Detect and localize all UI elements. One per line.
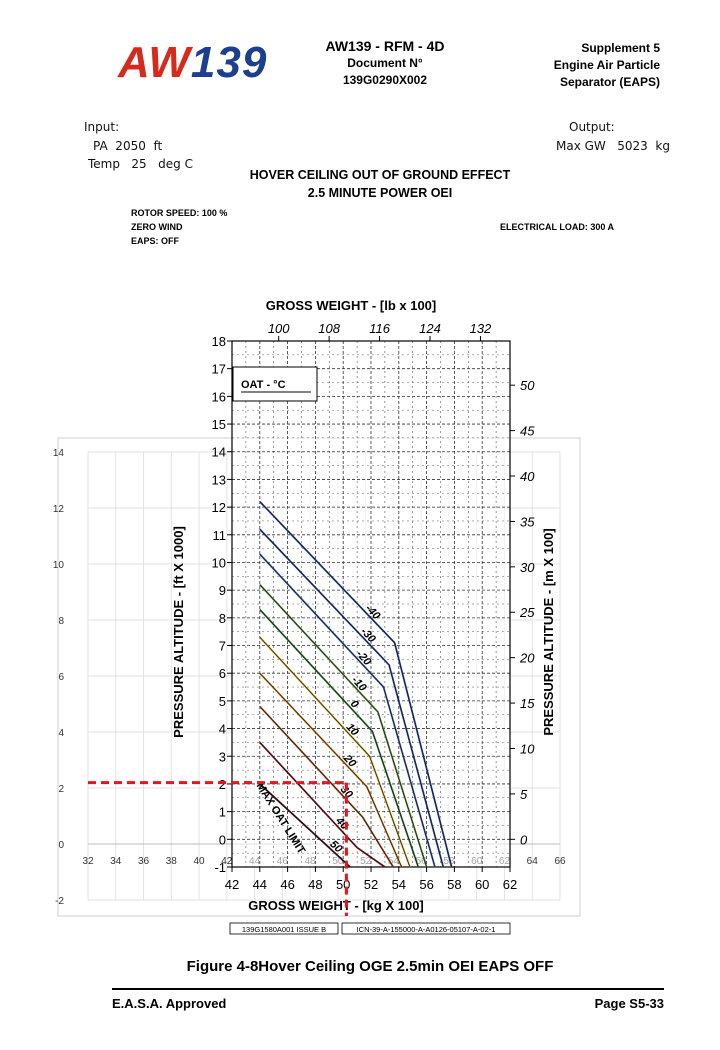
doc-label: Document N° — [347, 56, 423, 70]
overlay-x-tick-label: 34 — [110, 856, 122, 867]
overlay-y-tick-label: 4 — [58, 728, 64, 739]
y-tick-label-right: 40 — [520, 469, 535, 485]
y-tick-label-left: 9 — [218, 583, 226, 599]
y-tick-label-left: 7 — [218, 638, 226, 654]
overlay-y-tick-label: 2 — [58, 784, 64, 795]
overlay-y-tick-label: -2 — [55, 896, 64, 907]
x-tick-label-top: 116 — [369, 321, 390, 336]
x-tick-label-bottom: 48 — [308, 877, 323, 892]
x-axis-title-bottom: GROSS WEIGHT - [kg X 100] — [248, 898, 424, 913]
overlay-x-tick-label: 32 — [82, 856, 94, 867]
cond-elec: ELECTRICAL LOAD: 300 A — [500, 222, 615, 232]
y-tick-label-left: 11 — [212, 527, 226, 543]
x-tick-label-top: 132 — [469, 321, 492, 336]
overlay-y-tick-label: 10 — [52, 560, 64, 571]
y-tick-label-right: 5 — [520, 786, 528, 802]
x-tick-label-bottom: 52 — [363, 877, 379, 892]
y-tick-label-left: 0 — [218, 832, 226, 848]
y-tick-label-right: 30 — [520, 559, 535, 575]
y-axis-title-left: PRESSURE ALTITUDE - [ft X 1000] — [171, 526, 186, 738]
y-tick-label-right: 35 — [520, 514, 535, 530]
pa-input: PA 2050 ft — [93, 139, 163, 153]
x-axis-title-top: GROSS WEIGHT - [lb x 100] — [265, 298, 437, 313]
doc-title: AW139 - RFM - 4D — [325, 38, 445, 54]
y-tick-label-left: 1 — [218, 804, 226, 820]
y-tick-label-left: 4 — [218, 721, 226, 737]
overlay-x-tick-label: 66 — [554, 856, 566, 867]
x-tick-label-bottom: 54 — [391, 877, 407, 892]
oat-curve-label: -40 — [362, 602, 383, 623]
y-tick-label-right: 20 — [520, 650, 535, 666]
x-tick-label-bottom: 50 — [335, 877, 351, 892]
cond-rotor: ROTOR SPEED: 100 % — [131, 208, 228, 218]
oat-curve-label: 20 — [341, 752, 359, 770]
x-tick-label-bottom: 46 — [280, 877, 295, 892]
supplement-line3: Separator (EAPS) — [559, 75, 660, 89]
overlay-y-tick-label: 14 — [52, 448, 64, 459]
x-tick-label-top: 124 — [419, 321, 441, 336]
overlay-y-tick-label: 8 — [58, 616, 64, 627]
oat-curve-label: 0 — [347, 698, 361, 711]
approval-text: E.A.S.A. Approved — [112, 996, 227, 1011]
x-tick-label-bottom: 58 — [447, 877, 462, 892]
aw139-logo: AW139 — [118, 38, 268, 87]
y-tick-label-left: 13 — [211, 472, 226, 488]
y-tick-label-left: 18 — [211, 334, 226, 349]
temp-input: Temp 25 deg C — [88, 157, 193, 171]
overlay-y-tick-label: 0 — [58, 840, 64, 851]
x-tick-label-top: 108 — [318, 321, 340, 336]
y-tick-label-right: 0 — [520, 832, 528, 848]
x-tick-label-bottom: 62 — [502, 877, 518, 892]
overlay-x-tick-label: 64 — [526, 856, 538, 867]
y-axis-title-right: PRESSURE ALTITUDE - [m X 100] — [541, 528, 556, 736]
x-tick-label-top: 100 — [267, 321, 290, 336]
y-tick-label-left: 15 — [211, 417, 226, 433]
ref-box-1-text: 139G1580A001 ISSUE B — [241, 925, 327, 934]
overlay-y-tick-label: 6 — [58, 672, 64, 683]
x-tick-label-bottom: 56 — [419, 877, 434, 892]
y-tick-label-right: 15 — [520, 696, 535, 712]
input-label: Input: — [84, 120, 120, 134]
legend-title: OAT - °C — [241, 379, 286, 391]
x-tick-label-bottom: 60 — [474, 877, 490, 892]
cond-wind: ZERO WIND — [131, 222, 183, 232]
y-tick-label-left: -1 — [214, 860, 226, 875]
footer-divider — [112, 988, 664, 990]
y-tick-label-left: 2 — [218, 776, 226, 792]
x-tick-label-bottom: 42 — [224, 877, 240, 892]
oat-curve-label: 50 — [327, 838, 345, 856]
oat-curve-label: 30 — [337, 783, 355, 801]
overlay-y-tick-label: 12 — [52, 504, 64, 515]
ref-box-2-text: ICN-39-A-155000-A-A0126-05107-A-02-1 — [356, 925, 496, 934]
y-tick-label-right: 50 — [520, 378, 535, 394]
overlay-x-tick-label: 40 — [193, 856, 205, 867]
y-tick-label-left: 5 — [218, 693, 226, 709]
chart-title-line1: HOVER CEILING OUT OF GROUND EFFECT — [249, 168, 511, 182]
oat-curve-label: 10 — [343, 721, 361, 739]
y-tick-label-left: 6 — [218, 666, 226, 682]
y-tick-label-left: 17 — [211, 361, 226, 377]
y-tick-label-right: 25 — [520, 605, 535, 621]
y-tick-label-right: 10 — [520, 741, 535, 757]
figure-caption: Figure 4-8Hover Ceiling OGE 2.5min OEI EAPS OFF — [186, 958, 554, 975]
oat-curve-label: -10 — [349, 674, 369, 694]
y-tick-label-left: 3 — [218, 749, 226, 765]
oat-curve-label: 40 — [333, 815, 351, 833]
oat-curve-label: -20 — [353, 648, 374, 668]
y-tick-label-left: 12 — [211, 500, 226, 516]
max-gw-output: Max GW 5023 kg — [556, 139, 670, 153]
page-number: Page S5-33 — [594, 996, 664, 1011]
oat-curve-label: -30 — [358, 625, 378, 646]
y-tick-label-left: 16 — [211, 389, 226, 405]
overlay-x-tick-label: 38 — [165, 856, 177, 867]
x-tick-label-bottom: 44 — [252, 877, 268, 892]
chart-title-line2: 2.5 MINUTE POWER OEI — [307, 186, 453, 200]
cond-eaps: EAPS: OFF — [131, 236, 180, 246]
supplement-line2: Engine Air Particle — [553, 58, 660, 72]
overlay-x-tick-label: 42 — [221, 856, 233, 867]
y-tick-label-left: 8 — [218, 610, 226, 626]
doc-number: 139G0290X002 — [342, 73, 428, 87]
y-tick-label-left: 14 — [211, 444, 226, 460]
supplement-title: Supplement 5 — [581, 41, 660, 55]
output-label: Output: — [569, 120, 615, 134]
max-oat-limit-label: MAX OAT LIMIT — [253, 780, 308, 857]
y-tick-label-left: 10 — [211, 555, 226, 571]
overlay-x-tick-label: 36 — [137, 856, 150, 867]
y-tick-label-right: 45 — [520, 423, 535, 439]
